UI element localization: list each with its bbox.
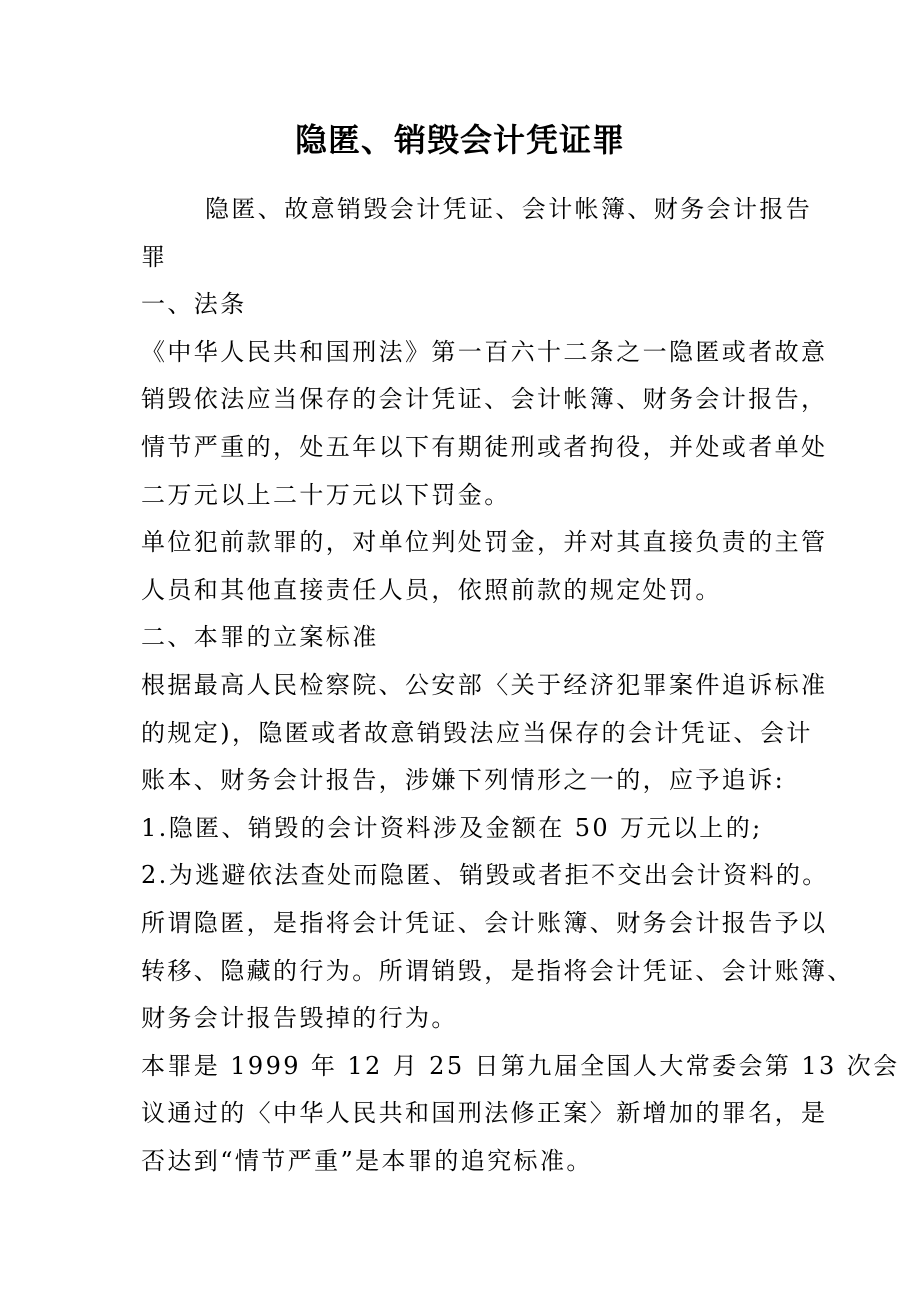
subtitle-line-2: 罪 [141, 242, 168, 271]
page-title: 隐匿、销毁会计凭证罪 [294, 121, 625, 159]
history-line-1: 本罪是 1999 年 12 月 25 日第九届全国人大常委会第 13 次会 [141, 1051, 900, 1080]
document-body [141, 186, 900, 1185]
statute-line-3: 情节严重的，处五年以下有期徒刑或者拘役，并处或者单处 [141, 432, 828, 461]
subtitle-line-1: 隐匿、故意销毁会计凭证、会计帐簿、财务会计报告 [205, 195, 813, 223]
filing-standard-line-3: 账本、财务会计报告，涉嫌下列情形之一的，应予追诉: [141, 766, 786, 795]
filing-standard-line-1: 根据最高人民检察院、公安部〈关于经济犯罪案件追诉标准 [141, 670, 828, 699]
section-heading-filing-standard: 二、本罪的立案标准 [141, 623, 379, 652]
list-item-1: 1.隐匿、销毁的会计资料涉及金额在 50 万元以上的; [141, 813, 763, 842]
history-line-3: 否达到“情节严重”是本罪的追究标准。 [141, 1146, 593, 1175]
definition-line-3: 财务会计报告毁掉的行为。 [141, 1004, 458, 1033]
unit-crime-line-1: 单位犯前款罪的，对单位判处罚金，并对其直接负责的主管 [141, 528, 828, 557]
statute-line-2: 销毁依法应当保存的会计凭证、会计帐簿、财务会计报告， [141, 385, 828, 414]
definition-line-2: 转移、隐藏的行为。所谓销毁，是指将会计凭证、会计账簿、 [141, 956, 854, 985]
section-heading-statute: 一、法条 [141, 290, 247, 319]
list-item-2: 2.为逃避依法查处而隐匿、销毁或者拒不交出会计资料的。 [141, 861, 829, 890]
statute-line-4: 二万元以上二十万元以下罚金。 [141, 480, 511, 509]
definition-line-1: 所谓隐匿，是指将会计凭证、会计账簿、财务会计报告予以 [141, 908, 828, 937]
unit-crime-line-2: 人员和其他直接责任人员，依照前款的规定处罚。 [141, 575, 722, 604]
statute-line-1: 《中华人民共和国刑法》第一百六十二条之一隐匿或者故意 [141, 337, 828, 366]
history-line-2: 议通过的〈中华人民共和国刑法修正案〉新增加的罪名，是 [141, 1099, 828, 1128]
filing-standard-line-2: 的规定)，隐匿或者故意销毁法应当保存的会计凭证、会计 [141, 718, 813, 747]
